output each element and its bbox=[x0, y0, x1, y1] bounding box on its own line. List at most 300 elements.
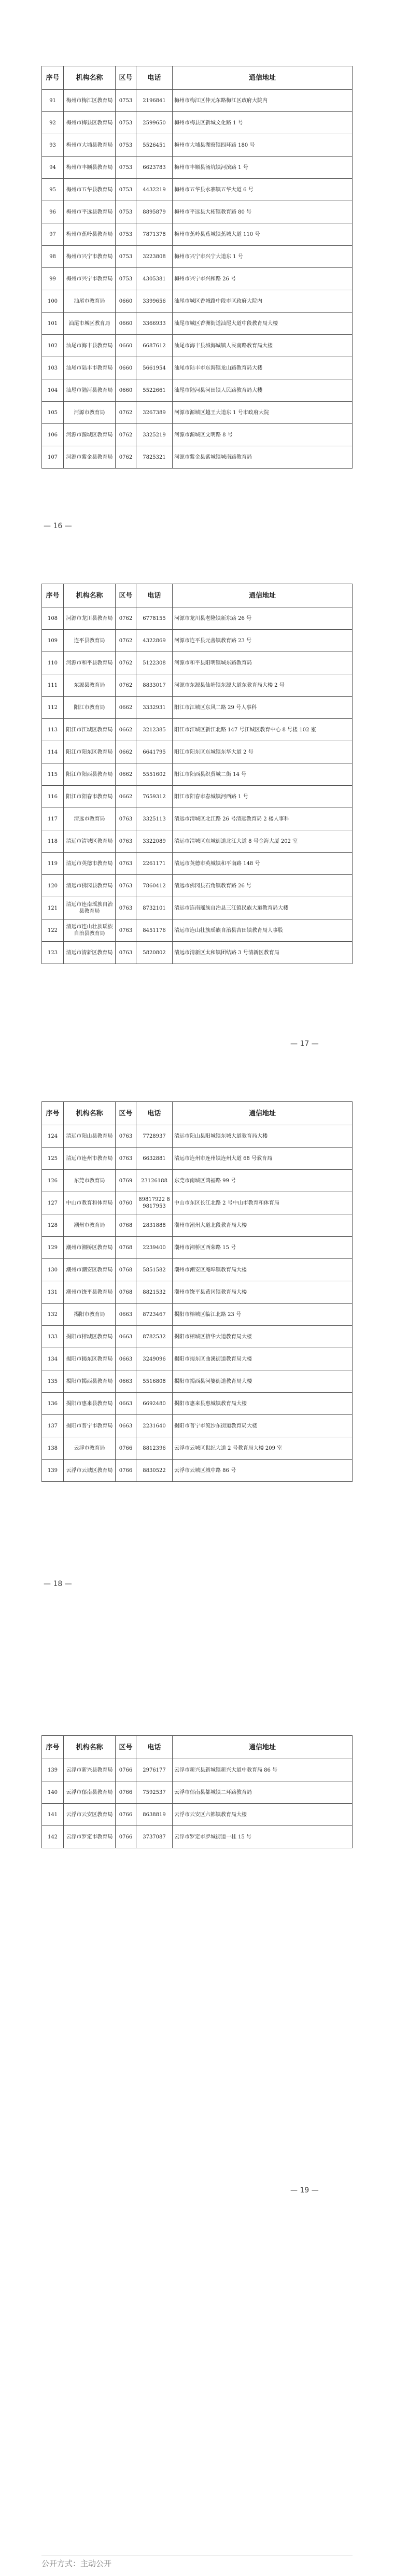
cell-area-code: 0753 bbox=[116, 157, 136, 179]
cell-address: 阳江市阳春市春城镇河西路 1 号 bbox=[173, 786, 353, 808]
cell-institution-name: 汕尾市城区教育局 bbox=[64, 313, 116, 335]
cell-institution-name: 汕尾市海丰县教育局 bbox=[64, 335, 116, 357]
cell-area-code: 0766 bbox=[116, 1460, 136, 1482]
cell-address: 云浮市罗定市罗城街道一桂 15 号 bbox=[173, 1826, 353, 1848]
cell-area-code: 0763 bbox=[116, 942, 136, 964]
cell-area-code: 0662 bbox=[116, 763, 136, 786]
cell-institution-name: 清远市教育局 bbox=[64, 808, 116, 830]
cell-index: 142 bbox=[42, 1826, 64, 1848]
table-row bbox=[42, 1237, 353, 1259]
institution-table-page-16 bbox=[41, 66, 353, 469]
cell-institution-name: 潮州市湘桥区教育局 bbox=[64, 1237, 116, 1259]
cell-address: 潮州市湘桥区西荣路 15 号 bbox=[173, 1237, 353, 1259]
cell-phone: 5851582 bbox=[136, 1259, 173, 1281]
cell-index: 115 bbox=[42, 763, 64, 786]
cell-area-code: 0663 bbox=[116, 1370, 136, 1393]
cell-index: 97 bbox=[42, 223, 64, 246]
cell-area-code: 0663 bbox=[116, 1326, 136, 1348]
table-row bbox=[42, 335, 353, 357]
cell-area-code: 0768 bbox=[116, 1214, 136, 1237]
cell-address: 梅州市五华县水寨镇五华大道 6 号 bbox=[173, 179, 353, 201]
cell-index: 139 bbox=[42, 1759, 64, 1781]
cell-area-code: 0662 bbox=[116, 786, 136, 808]
cell-phone: 6687612 bbox=[136, 335, 173, 357]
cell-address: 清远市连州市连州镇连州大道 68 号教育局 bbox=[173, 1148, 353, 1170]
cell-address: 汕尾市陆河县河田镇人民路教育局大楼 bbox=[173, 379, 353, 402]
col-header-address: 通信地址 bbox=[173, 66, 353, 90]
cell-index: 91 bbox=[42, 90, 64, 112]
cell-institution-name: 河源市紫金县教育局 bbox=[64, 446, 116, 469]
col-header-index: 序号 bbox=[42, 584, 64, 607]
cell-index: 128 bbox=[42, 1214, 64, 1237]
cell-area-code: 0763 bbox=[116, 919, 136, 942]
cell-institution-name: 梅州市梅江区教育局 bbox=[64, 90, 116, 112]
cell-institution-name: 梅州市兴宁市教育局 bbox=[64, 246, 116, 268]
cell-institution-name: 中山市教育和体育局 bbox=[64, 1192, 116, 1214]
cell-institution-name: 揭阳市榕城区教育局 bbox=[64, 1326, 116, 1348]
cell-index: 130 bbox=[42, 1259, 64, 1281]
cell-address: 阳江市阳西县织贸城二街 14 号 bbox=[173, 763, 353, 786]
cell-index: 110 bbox=[42, 652, 64, 674]
cell-area-code: 0660 bbox=[116, 290, 136, 313]
cell-phone: 3737087 bbox=[136, 1826, 173, 1848]
cell-institution-name: 河源市教育局 bbox=[64, 402, 116, 424]
cell-institution-name: 阳江市阳西县教育局 bbox=[64, 763, 116, 786]
cell-address: 汕尾市海丰县城海城镇人民南路教育局大楼 bbox=[173, 335, 353, 357]
cell-phone: 3325113 bbox=[136, 808, 173, 830]
table-row bbox=[42, 1826, 353, 1848]
cell-area-code: 0663 bbox=[116, 1393, 136, 1415]
cell-address: 揭阳市揭东区曲溪街道教育局大楼 bbox=[173, 1348, 353, 1370]
table-row bbox=[42, 424, 353, 446]
cell-index: 140 bbox=[42, 1781, 64, 1804]
cell-institution-name: 汕尾市陆丰市教育局 bbox=[64, 357, 116, 379]
cell-address: 清远市佛冈县石角镇教育路 26 号 bbox=[173, 875, 353, 897]
table-row bbox=[42, 897, 353, 919]
table-row bbox=[42, 1214, 353, 1237]
cell-index: 125 bbox=[42, 1148, 64, 1170]
col-header-name: 机构名称 bbox=[64, 66, 116, 90]
table-row bbox=[42, 1259, 353, 1281]
cell-address: 阳江市阳东区东城镇东华大道 2 号 bbox=[173, 741, 353, 763]
cell-address: 梅州市梅县区新城文化路 1 号 bbox=[173, 112, 353, 134]
cell-index: 93 bbox=[42, 134, 64, 157]
disclosure-footer: 公开方式：主动公开 bbox=[41, 2559, 112, 2568]
cell-phone: 6623783 bbox=[136, 157, 173, 179]
cell-area-code: 0763 bbox=[116, 875, 136, 897]
cell-phone: 23126188 bbox=[136, 1170, 173, 1192]
cell-address: 梅州市兴宁市兴和路 26 号 bbox=[173, 268, 353, 290]
cell-phone: 8638819 bbox=[136, 1804, 173, 1826]
table-header-row bbox=[42, 1102, 353, 1125]
page-number: — 16 — bbox=[44, 522, 72, 530]
col-header-address: 通信地址 bbox=[173, 1736, 353, 1759]
cell-address: 汕尾市陆丰市东海镇龙山路教育局大楼 bbox=[173, 357, 353, 379]
table-row bbox=[42, 607, 353, 630]
cell-area-code: 0753 bbox=[116, 201, 136, 223]
table-row bbox=[42, 1125, 353, 1148]
footer-divider bbox=[41, 2555, 353, 2556]
cell-phone: 5551602 bbox=[136, 763, 173, 786]
cell-institution-name: 河源市源城区教育局 bbox=[64, 424, 116, 446]
cell-institution-name: 梅州市蕉岭县教育局 bbox=[64, 223, 116, 246]
cell-address: 揭阳市榕城区临江北路 23 号 bbox=[173, 1304, 353, 1326]
col-header-index: 序号 bbox=[42, 1102, 64, 1125]
cell-phone: 2599650 bbox=[136, 112, 173, 134]
table-row bbox=[42, 1170, 353, 1192]
table-row bbox=[42, 1148, 353, 1170]
cell-index: 107 bbox=[42, 446, 64, 469]
cell-address: 揭阳市惠来县惠城镇教育局大楼 bbox=[173, 1393, 353, 1415]
cell-index: 135 bbox=[42, 1370, 64, 1393]
cell-index: 138 bbox=[42, 1437, 64, 1460]
cell-address: 清远市连南瑶族自治县三江镇民族大道教育局大楼 bbox=[173, 897, 353, 919]
cell-area-code: 0769 bbox=[116, 1170, 136, 1192]
table-row bbox=[42, 875, 353, 897]
cell-phone: 5661954 bbox=[136, 357, 173, 379]
table-row bbox=[42, 697, 353, 719]
cell-phone: 3325219 bbox=[136, 424, 173, 446]
cell-area-code: 0662 bbox=[116, 741, 136, 763]
cell-area-code: 0762 bbox=[116, 674, 136, 697]
table-row bbox=[42, 741, 353, 763]
table-row bbox=[42, 379, 353, 402]
cell-phone: 3212385 bbox=[136, 719, 173, 741]
institution-table-page-17 bbox=[41, 584, 353, 964]
cell-phone: 5522661 bbox=[136, 379, 173, 402]
cell-index: 141 bbox=[42, 1804, 64, 1826]
cell-index: 108 bbox=[42, 607, 64, 630]
cell-address: 云浮市新兴县新城镇新兴大道中教育局 86 号 bbox=[173, 1759, 353, 1781]
cell-index: 116 bbox=[42, 786, 64, 808]
table-row bbox=[42, 1460, 353, 1482]
cell-institution-name: 梅州市五华县教育局 bbox=[64, 179, 116, 201]
cell-address: 汕尾市城区香洲街道汕尾大道中段教育局大楼 bbox=[173, 313, 353, 335]
table-row bbox=[42, 763, 353, 786]
table-row bbox=[42, 1281, 353, 1304]
table-row bbox=[42, 179, 353, 201]
cell-address: 梅州市大埔县湖寮镇四环路 180 号 bbox=[173, 134, 353, 157]
table-row bbox=[42, 830, 353, 853]
table-row bbox=[42, 90, 353, 112]
table-row bbox=[42, 1393, 353, 1415]
cell-area-code: 0662 bbox=[116, 719, 136, 741]
table-row bbox=[42, 942, 353, 964]
table-row bbox=[42, 1370, 353, 1393]
cell-phone: 2196841 bbox=[136, 90, 173, 112]
cell-institution-name: 潮州市教育局 bbox=[64, 1214, 116, 1237]
cell-institution-name: 阳江市江城区教育局 bbox=[64, 719, 116, 741]
col-header-area-code: 区号 bbox=[116, 584, 136, 607]
cell-area-code: 0768 bbox=[116, 1281, 136, 1304]
col-header-index: 序号 bbox=[42, 66, 64, 90]
table-row bbox=[42, 719, 353, 741]
cell-phone: 2261171 bbox=[136, 853, 173, 875]
cell-phone: 5516808 bbox=[136, 1370, 173, 1393]
table-row bbox=[42, 919, 353, 942]
cell-area-code: 0766 bbox=[116, 1781, 136, 1804]
table-row bbox=[42, 201, 353, 223]
cell-index: 111 bbox=[42, 674, 64, 697]
cell-institution-name: 清远市连山壮族瑶族自治县教育局 bbox=[64, 919, 116, 942]
col-header-index: 序号 bbox=[42, 1736, 64, 1759]
cell-area-code: 0660 bbox=[116, 379, 136, 402]
cell-area-code: 0762 bbox=[116, 446, 136, 469]
cell-index: 98 bbox=[42, 246, 64, 268]
col-header-name: 机构名称 bbox=[64, 1102, 116, 1125]
cell-institution-name: 揭阳市教育局 bbox=[64, 1304, 116, 1326]
cell-area-code: 0762 bbox=[116, 402, 136, 424]
cell-address: 河源市和平县阳明镇城东路教育局 bbox=[173, 652, 353, 674]
cell-address: 河源市龙川县老隆镇新东路 26 号 bbox=[173, 607, 353, 630]
cell-address: 潮州市潮州大道北段教育局大楼 bbox=[173, 1214, 353, 1237]
cell-area-code: 0762 bbox=[116, 630, 136, 652]
cell-phone: 2239400 bbox=[136, 1237, 173, 1259]
cell-address: 清远市清新区太和镇团结路 3 号清新区教育局 bbox=[173, 942, 353, 964]
cell-phone: 6632881 bbox=[136, 1148, 173, 1170]
table-row bbox=[42, 290, 353, 313]
cell-institution-name: 揭阳市普宁市教育局 bbox=[64, 1415, 116, 1437]
cell-institution-name: 揭阳市惠来县教育局 bbox=[64, 1393, 116, 1415]
cell-institution-name: 云浮市云城区教育局 bbox=[64, 1460, 116, 1482]
cell-index: 96 bbox=[42, 201, 64, 223]
cell-phone: 7728937 bbox=[136, 1125, 173, 1148]
cell-address: 揭阳市揭西县河婆街道教育局大楼 bbox=[173, 1370, 353, 1393]
cell-area-code: 0753 bbox=[116, 268, 136, 290]
cell-area-code: 0753 bbox=[116, 112, 136, 134]
cell-phone: 7825321 bbox=[136, 446, 173, 469]
cell-area-code: 0753 bbox=[116, 246, 136, 268]
cell-address: 清远市连山壮族瑶族自治县吉田镇教育局人事股 bbox=[173, 919, 353, 942]
cell-area-code: 0763 bbox=[116, 830, 136, 853]
cell-institution-name: 潮州市饶平县教育局 bbox=[64, 1281, 116, 1304]
table-row bbox=[42, 630, 353, 652]
cell-institution-name: 清远市清城区教育局 bbox=[64, 830, 116, 853]
cell-index: 129 bbox=[42, 1237, 64, 1259]
cell-area-code: 0753 bbox=[116, 179, 136, 201]
cell-address: 揭阳市普宁市流沙东街道教育局大楼 bbox=[173, 1415, 353, 1437]
cell-phone: 8782532 bbox=[136, 1326, 173, 1348]
cell-institution-name: 清远市阳山县教育局 bbox=[64, 1125, 116, 1148]
table-row bbox=[42, 223, 353, 246]
cell-index: 124 bbox=[42, 1125, 64, 1148]
cell-index: 103 bbox=[42, 357, 64, 379]
cell-index: 133 bbox=[42, 1326, 64, 1348]
table-row bbox=[42, 1437, 353, 1460]
cell-institution-name: 云浮市云安区教育局 bbox=[64, 1804, 116, 1826]
cell-phone: 3366933 bbox=[136, 313, 173, 335]
cell-phone: 8821532 bbox=[136, 1281, 173, 1304]
table-row bbox=[42, 1304, 353, 1326]
table-row bbox=[42, 674, 353, 697]
cell-area-code: 0766 bbox=[116, 1437, 136, 1460]
cell-index: 102 bbox=[42, 335, 64, 357]
cell-phone: 5820802 bbox=[136, 942, 173, 964]
cell-area-code: 0663 bbox=[116, 1348, 136, 1370]
cell-address: 阳江市江城区新江北路 147 号江城区教育中心 8 号楼 102 室 bbox=[173, 719, 353, 741]
cell-index: 92 bbox=[42, 112, 64, 134]
cell-area-code: 0760 bbox=[116, 1192, 136, 1214]
table-row bbox=[42, 1192, 353, 1214]
cell-area-code: 0660 bbox=[116, 313, 136, 335]
col-header-address: 通信地址 bbox=[173, 584, 353, 607]
cell-phone: 4432219 bbox=[136, 179, 173, 201]
cell-institution-name: 汕尾市陆河县教育局 bbox=[64, 379, 116, 402]
cell-area-code: 0753 bbox=[116, 90, 136, 112]
cell-address: 东莞市南城区鸿福路 99 号 bbox=[173, 1170, 353, 1192]
cell-area-code: 0662 bbox=[116, 697, 136, 719]
cell-institution-name: 河源市和平县教育局 bbox=[64, 652, 116, 674]
cell-institution-name: 梅州市兴宁市教育局 bbox=[64, 268, 116, 290]
table-header-row bbox=[42, 1736, 353, 1759]
table-row bbox=[42, 853, 353, 875]
cell-institution-name: 揭阳市揭东区教育局 bbox=[64, 1348, 116, 1370]
col-header-area-code: 区号 bbox=[116, 66, 136, 90]
table-row bbox=[42, 268, 353, 290]
cell-index: 113 bbox=[42, 719, 64, 741]
col-header-area-code: 区号 bbox=[116, 1736, 136, 1759]
cell-phone: 8830522 bbox=[136, 1460, 173, 1482]
table-row bbox=[42, 246, 353, 268]
cell-area-code: 0663 bbox=[116, 1415, 136, 1437]
cell-phone: 4322869 bbox=[136, 630, 173, 652]
cell-phone: 4305381 bbox=[136, 268, 173, 290]
table-row bbox=[42, 786, 353, 808]
cell-institution-name: 清远市连州市教育局 bbox=[64, 1148, 116, 1170]
table-row bbox=[42, 1326, 353, 1348]
cell-address: 云浮市云安区六都镇教育局大楼 bbox=[173, 1804, 353, 1826]
cell-address: 梅州市丰顺县汤坑镇河滨路 1 号 bbox=[173, 157, 353, 179]
cell-address: 清远市清城区东城街道北江大道 8 号金海大厦 202 室 bbox=[173, 830, 353, 853]
table-row bbox=[42, 112, 353, 134]
cell-area-code: 0663 bbox=[116, 1304, 136, 1326]
cell-address: 清远市阳山县阳城镇东城大道教育局大楼 bbox=[173, 1125, 353, 1148]
cell-institution-name: 清远市清新区教育局 bbox=[64, 942, 116, 964]
cell-institution-name: 清远市连南瑶族自治县教育局 bbox=[64, 897, 116, 919]
cell-address: 河源市东源县仙塘镇东源大道东教育局大楼 2 号 bbox=[173, 674, 353, 697]
cell-phone: 8732101 bbox=[136, 897, 173, 919]
table-row bbox=[42, 1759, 353, 1781]
cell-area-code: 0660 bbox=[116, 335, 136, 357]
cell-institution-name: 梅州市大埔县教育局 bbox=[64, 134, 116, 157]
table-row bbox=[42, 652, 353, 674]
cell-phone: 2976177 bbox=[136, 1759, 173, 1781]
cell-phone: 7659312 bbox=[136, 786, 173, 808]
cell-index: 99 bbox=[42, 268, 64, 290]
cell-index: 134 bbox=[42, 1348, 64, 1370]
cell-phone: 3322089 bbox=[136, 830, 173, 853]
cell-institution-name: 东源县教育局 bbox=[64, 674, 116, 697]
cell-area-code: 0763 bbox=[116, 808, 136, 830]
cell-address: 云浮市云城区城中路 86 号 bbox=[173, 1460, 353, 1482]
cell-institution-name: 梅州市丰顺县教育局 bbox=[64, 157, 116, 179]
cell-phone: 6641795 bbox=[136, 741, 173, 763]
cell-index: 112 bbox=[42, 697, 64, 719]
cell-index: 114 bbox=[42, 741, 64, 763]
cell-area-code: 0753 bbox=[116, 134, 136, 157]
cell-phone: 5122308 bbox=[136, 652, 173, 674]
cell-area-code: 0762 bbox=[116, 607, 136, 630]
table-row bbox=[42, 808, 353, 830]
cell-address: 云浮市郁南县都城镇二环路教育局 bbox=[173, 1781, 353, 1804]
cell-institution-name: 阳江市阳春市教育局 bbox=[64, 786, 116, 808]
table-row bbox=[42, 1781, 353, 1804]
cell-phone: 7871378 bbox=[136, 223, 173, 246]
cell-index: 101 bbox=[42, 313, 64, 335]
cell-index: 131 bbox=[42, 1281, 64, 1304]
cell-phone: 7860412 bbox=[136, 875, 173, 897]
cell-phone: 89817922 89817953 bbox=[136, 1192, 173, 1214]
cell-institution-name: 揭阳市揭西县教育局 bbox=[64, 1370, 116, 1393]
cell-index: 122 bbox=[42, 919, 64, 942]
cell-institution-name: 云浮市郁南县教育局 bbox=[64, 1781, 116, 1804]
cell-address: 河源市紫金县紫城镇城南路教育局 bbox=[173, 446, 353, 469]
cell-index: 120 bbox=[42, 875, 64, 897]
cell-address: 清远市英德市英城镇和平南路 148 号 bbox=[173, 853, 353, 875]
cell-index: 139 bbox=[42, 1460, 64, 1482]
cell-address: 潮州市饶平县黄冈镇教育局大楼 bbox=[173, 1281, 353, 1304]
cell-area-code: 0766 bbox=[116, 1804, 136, 1826]
cell-area-code: 0763 bbox=[116, 1125, 136, 1148]
cell-index: 106 bbox=[42, 424, 64, 446]
cell-address: 梅州市兴宁市兴宁大道东 1 号 bbox=[173, 246, 353, 268]
cell-institution-name: 云浮市教育局 bbox=[64, 1437, 116, 1460]
cell-phone: 6692480 bbox=[136, 1393, 173, 1415]
col-header-phone: 电话 bbox=[136, 1102, 173, 1125]
institution-table-page-19 bbox=[41, 1735, 353, 1848]
cell-institution-name: 潮州市潮安区教育局 bbox=[64, 1259, 116, 1281]
table-row bbox=[42, 357, 353, 379]
cell-area-code: 0768 bbox=[116, 1237, 136, 1259]
cell-index: 127 bbox=[42, 1192, 64, 1214]
cell-area-code: 0762 bbox=[116, 652, 136, 674]
page-number: — 18 — bbox=[44, 1580, 72, 1588]
cell-area-code: 0763 bbox=[116, 1148, 136, 1170]
cell-address: 清远市清城区北江路 26 号清远教育局 2 楼人事科 bbox=[173, 808, 353, 830]
cell-phone: 8833017 bbox=[136, 674, 173, 697]
table-row bbox=[42, 134, 353, 157]
table-row bbox=[42, 1804, 353, 1826]
cell-phone: 2231640 bbox=[136, 1415, 173, 1437]
cell-phone: 6778155 bbox=[136, 607, 173, 630]
cell-index: 94 bbox=[42, 157, 64, 179]
cell-phone: 7592537 bbox=[136, 1781, 173, 1804]
cell-index: 121 bbox=[42, 897, 64, 919]
page-number: — 17 — bbox=[290, 1040, 319, 1048]
cell-institution-name: 清远市英德市教育局 bbox=[64, 853, 116, 875]
cell-phone: 3267389 bbox=[136, 402, 173, 424]
cell-institution-name: 东莞市教育局 bbox=[64, 1170, 116, 1192]
cell-index: 119 bbox=[42, 853, 64, 875]
col-header-address: 通信地址 bbox=[173, 1102, 353, 1125]
cell-index: 126 bbox=[42, 1170, 64, 1192]
cell-institution-name: 云浮市罗定市教育局 bbox=[64, 1826, 116, 1848]
cell-area-code: 0763 bbox=[116, 853, 136, 875]
col-header-phone: 电话 bbox=[136, 584, 173, 607]
cell-institution-name: 云浮市新兴县教育局 bbox=[64, 1759, 116, 1781]
col-header-phone: 电话 bbox=[136, 1736, 173, 1759]
cell-area-code: 0766 bbox=[116, 1759, 136, 1781]
cell-institution-name: 梅州市平远县教育局 bbox=[64, 201, 116, 223]
table-row bbox=[42, 402, 353, 424]
cell-address: 揭阳市榕城区榕华大道教育局大楼 bbox=[173, 1326, 353, 1348]
cell-address: 梅州市梅江区仲元东路梅江区政府大院内 bbox=[173, 90, 353, 112]
page-number: — 19 — bbox=[290, 2186, 319, 2195]
cell-area-code: 0762 bbox=[116, 424, 136, 446]
cell-index: 132 bbox=[42, 1304, 64, 1326]
cell-institution-name: 阳江市阳东区教育局 bbox=[64, 741, 116, 763]
cell-index: 136 bbox=[42, 1393, 64, 1415]
